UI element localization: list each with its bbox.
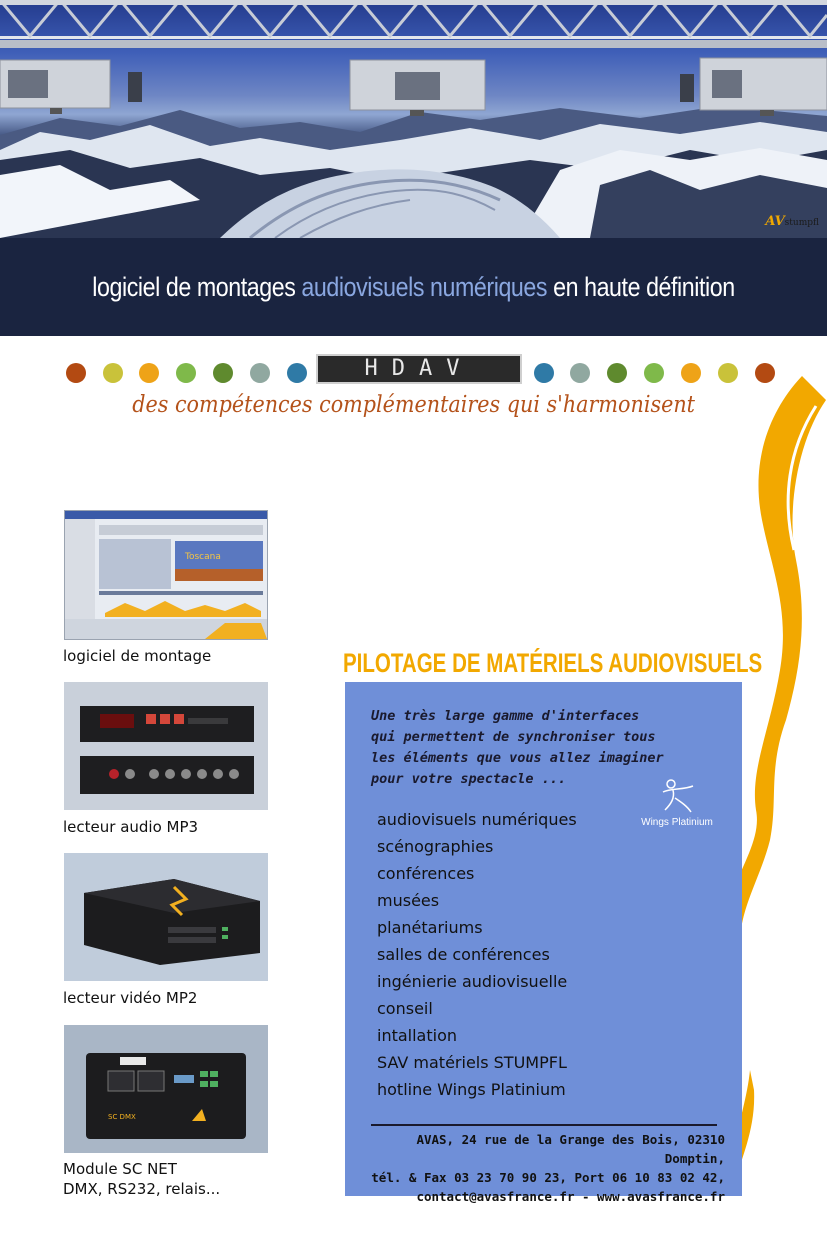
product-label-module: Module SC NET DMX, RS232, relais... <box>63 1160 221 1198</box>
color-dot <box>213 363 233 383</box>
stumpfl-logo: AVstumpfl <box>765 214 819 229</box>
panel-title: PILOTAGE DE MATÉRIELS AUDIOVISUELS <box>343 648 763 678</box>
product-label-software: logiciel de montage <box>63 647 212 665</box>
service-item: conseil <box>377 999 433 1018</box>
contact-block: AVAS, 24 rue de la Grange des Bois, 02310 Domptin, tél. & Fax 03 23 70 90 23, Port 06 10 83 02 42, contact@avasfrance.fr - www.avasfrance.fr <box>371 1132 725 1204</box>
product-label-audio: lecteur audio MP3 <box>63 818 199 836</box>
services-list <box>377 806 577 1103</box>
service-item: salles de conférences <box>377 945 550 964</box>
wings-platinium-logo: Wings Platinium <box>627 778 727 828</box>
service-item: musées <box>377 891 440 910</box>
color-dot <box>66 363 86 383</box>
hdav-logo: HDAV <box>316 354 522 384</box>
service-item: planétariums <box>377 918 483 937</box>
editing-software-screenshot <box>64 510 268 640</box>
service-item: SAV matériels STUMPFL <box>377 1053 567 1072</box>
service-item: hotline Wings Platinium <box>377 1080 566 1099</box>
color-dot <box>607 363 627 383</box>
service-item: scénographies <box>377 837 494 856</box>
headline-banner <box>0 238 827 336</box>
svg-text:Toscana: Toscana <box>185 552 221 562</box>
svg-text:SC DMX: SC DMX <box>108 1113 136 1121</box>
alpine-projector-scene <box>0 0 827 238</box>
headline: logiciel de montages audiovisuels numériques en haute définition <box>92 271 735 302</box>
service-item: conférences <box>377 864 475 883</box>
services-panel <box>345 682 742 1204</box>
dancer-icon <box>657 778 697 814</box>
color-dot <box>287 363 307 383</box>
intro-text: Une très large gamme d'interfaces qui permettent de synchroniser tous les éléments que vous allez imaginer pour votre spectacle ... <box>371 708 664 787</box>
color-dot <box>176 363 196 383</box>
video-player-device <box>64 853 268 981</box>
tagline: des compétences complémentaires qui s'harmonisent <box>132 392 695 418</box>
color-dot <box>103 363 123 383</box>
color-dot <box>250 363 270 383</box>
service-item: intallation <box>377 1026 458 1045</box>
service-item: ingénierie audiovisuelle <box>377 972 568 991</box>
service-item: audiovisuels numériques <box>377 810 577 829</box>
color-dot <box>139 363 159 383</box>
audio-player-device <box>64 682 268 810</box>
sc-net-module-device <box>64 1025 268 1153</box>
color-dot <box>644 363 664 383</box>
hero-image <box>0 0 827 238</box>
panel-divider <box>371 1124 717 1126</box>
color-dot <box>570 363 590 383</box>
product-label-video: lecteur vidéo MP2 <box>63 989 198 1007</box>
color-dot <box>534 363 554 383</box>
